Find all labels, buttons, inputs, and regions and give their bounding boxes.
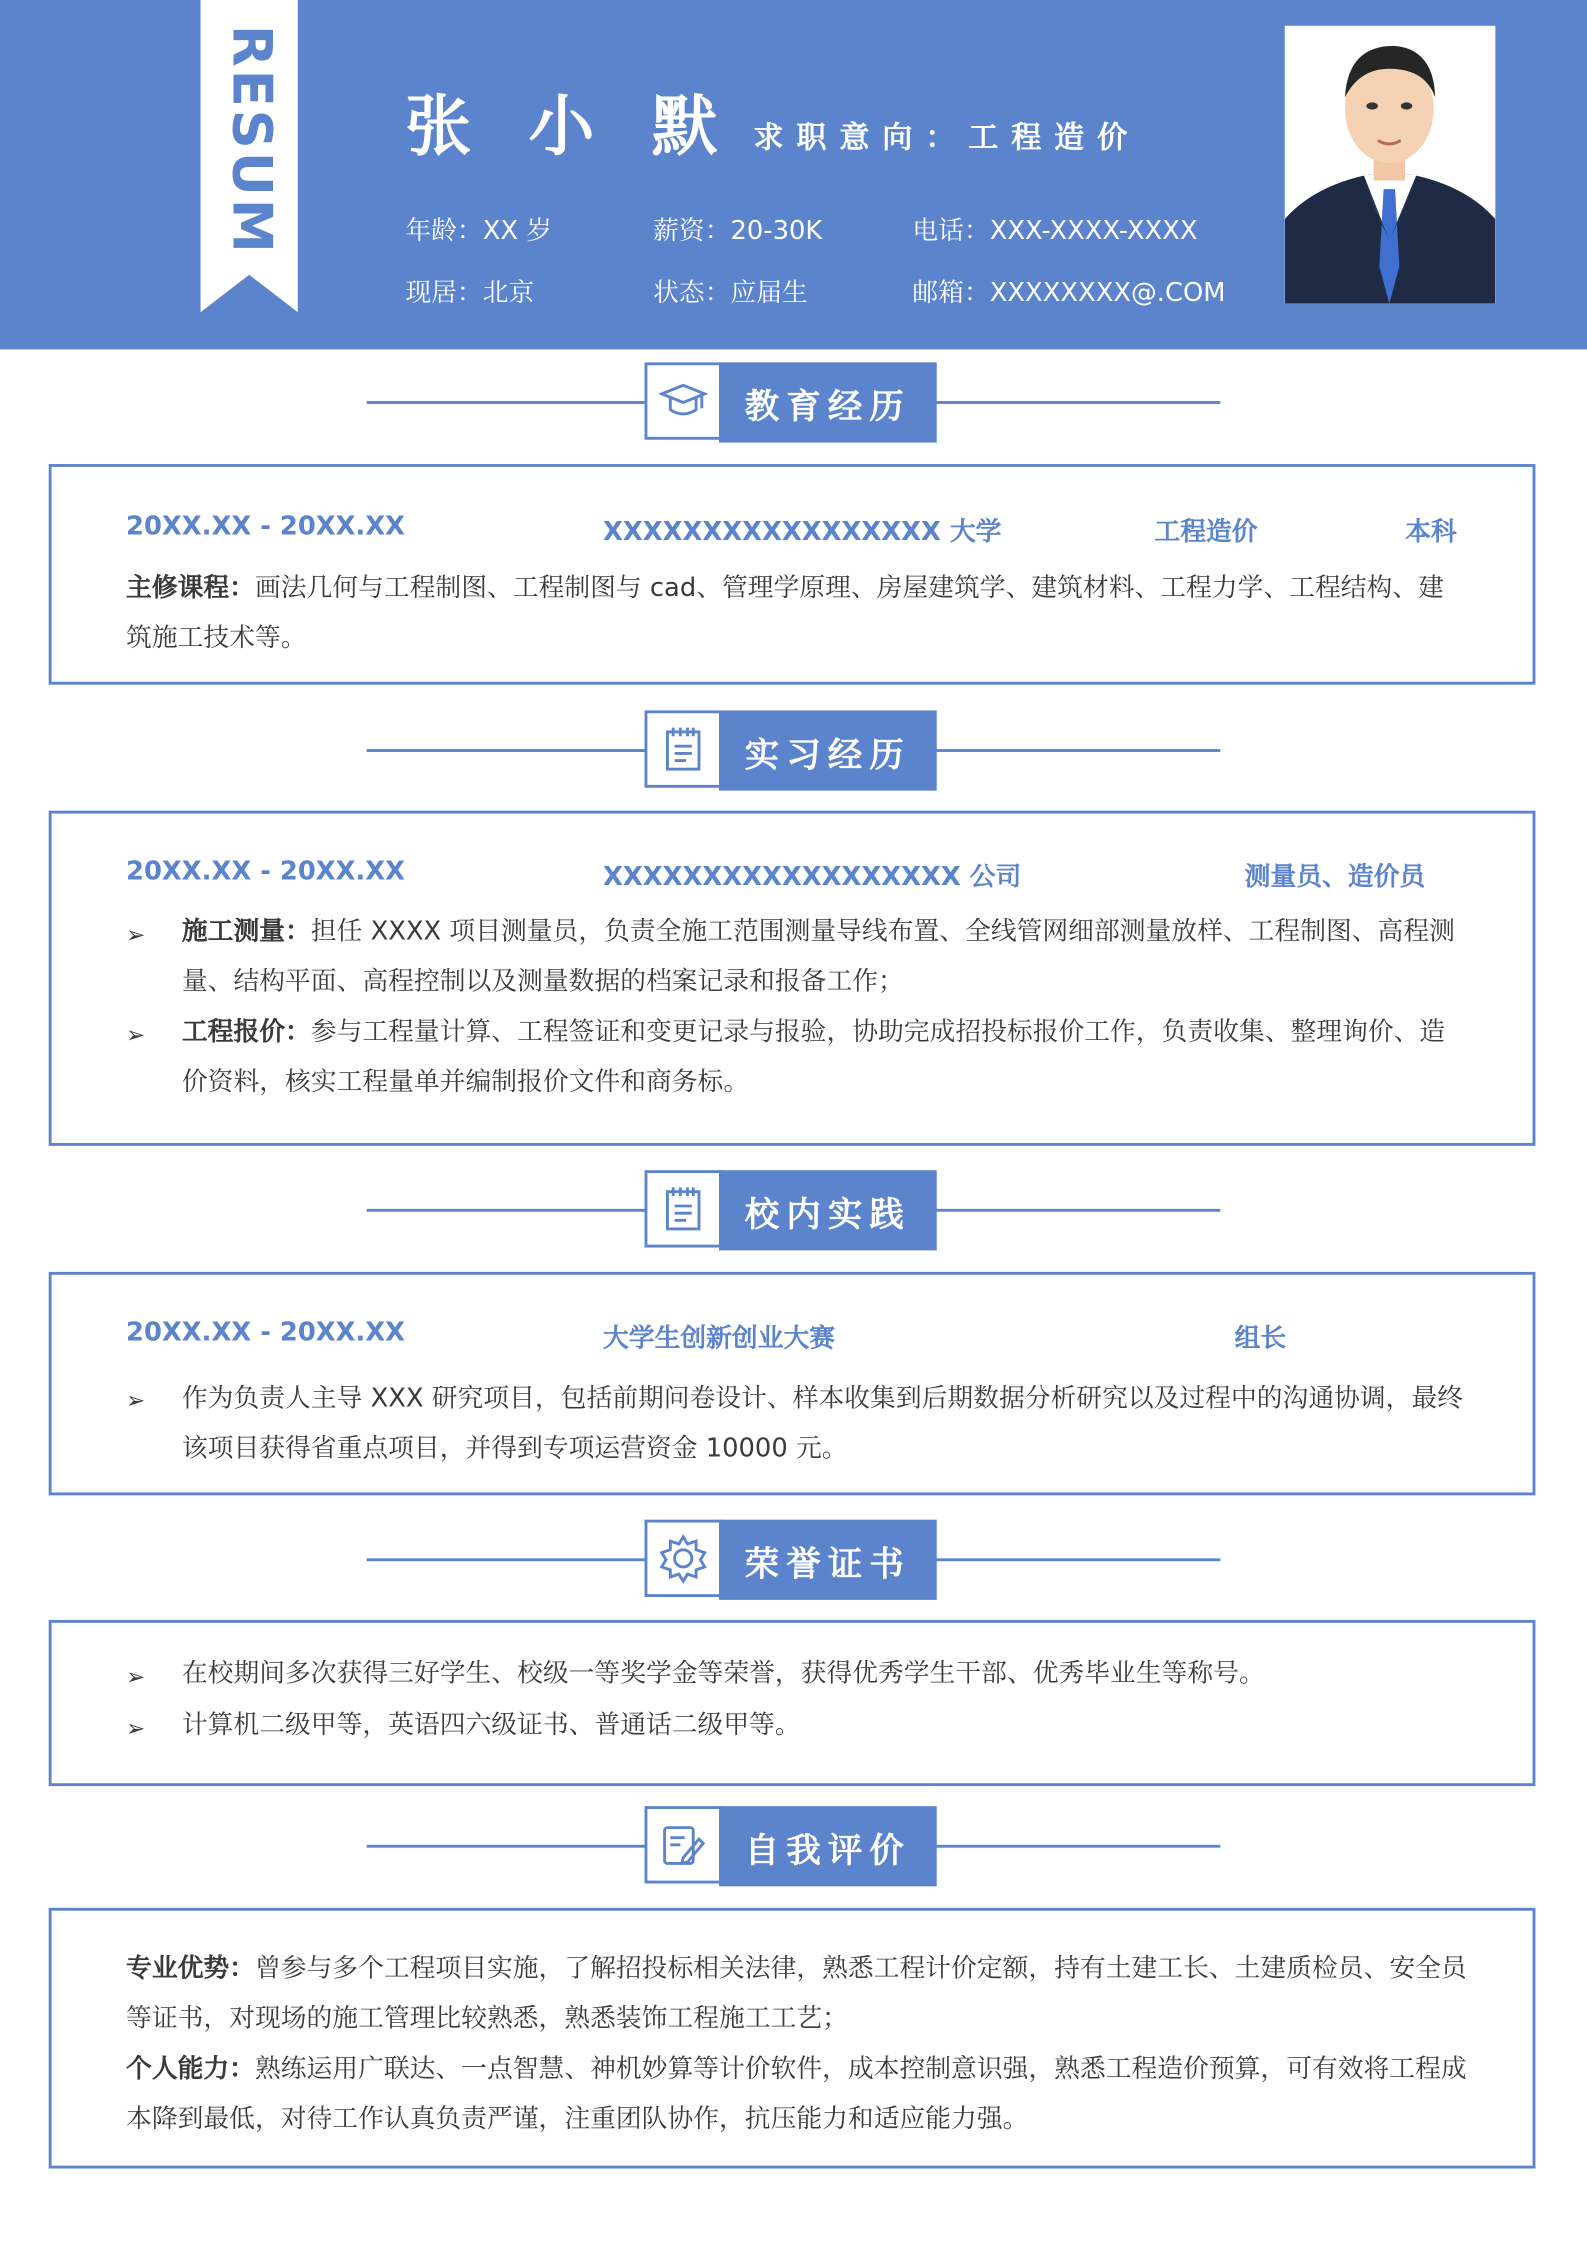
education-date: 20XX.XX - 20XX.XX <box>126 511 406 542</box>
internship-item <box>182 907 1468 1007</box>
campus-date: 20XX.XX - 20XX.XX <box>126 1317 406 1348</box>
education-major: 工程造价 <box>1154 517 1258 548</box>
age-info: 年龄：XX 岁 <box>405 216 552 247</box>
divider-line <box>367 1845 648 1848</box>
section-title: 教育经历 <box>719 362 937 442</box>
item-text: 担任 XXXX 项目测量员，负责全施工范围测量导线布置、全线管网细部测量放样、工程制图、高程测量、结构平面、高程控制以及测量数据的档案记录和报备工作； <box>181 916 1455 997</box>
campus-event: 大学生创新创业大赛 <box>603 1323 836 1354</box>
bullet-icon: ➢ <box>126 1662 146 1691</box>
divider-line <box>367 401 648 404</box>
section-title: 自我评价 <box>719 1806 937 1886</box>
divider-line <box>934 401 1220 404</box>
pro-label: 专业优势： <box>126 1953 255 1984</box>
education-degree: 本科 <box>1405 517 1457 548</box>
section-campus-head <box>0 1170 1587 1250</box>
email-info: 邮箱：XXXXXXXX@.COM <box>912 277 1226 308</box>
edit-document-icon <box>645 1806 722 1883</box>
notepad-icon <box>645 1170 722 1247</box>
internship-date: 20XX.XX - 20XX.XX <box>126 856 406 887</box>
course-label: 主修课程： <box>126 572 255 604</box>
graduation-cap-icon <box>645 362 722 439</box>
self-ability <box>126 2044 1468 2144</box>
gear-icon <box>645 1520 722 1597</box>
item-label: 施工测量： <box>181 916 311 947</box>
course-text: 画法几何与工程制图、工程制图与 cad、管理学原理、房屋建筑学、建筑材料、工程力学、工程结构、建筑施工技术等。 <box>126 572 1444 654</box>
campus-role: 组长 <box>1234 1323 1287 1354</box>
bullet-icon: ➢ <box>126 1714 146 1742</box>
internship-role: 测量员、造价员 <box>1244 862 1426 893</box>
city-info: 现居：北京 <box>405 277 535 308</box>
education-courses <box>126 563 1465 663</box>
divider-line <box>367 1209 648 1212</box>
section-title: 校内实践 <box>719 1170 937 1250</box>
avatar-photo <box>1285 26 1496 304</box>
job-intent: 求职意向：工程造价 <box>753 120 1141 155</box>
honor-item: 计算机二级甲等，英语四六级证书、普通话二级甲等。 <box>181 1710 801 1741</box>
section-title: 荣誉证书 <box>719 1520 937 1600</box>
item-label: 工程报价： <box>181 1016 311 1048</box>
bullet-icon: ➢ <box>126 1386 146 1414</box>
status-info: 状态：应届生 <box>653 277 808 308</box>
pro-text: 曾参与多个工程项目实施，了解招投标相关法律，熟悉工程计价定额，持有土建工长、土建质检员、安全员等证书，对现场的施工管理比较熟悉，熟悉装饰工程施工工艺； <box>126 1953 1467 2034</box>
divider-line <box>934 1209 1220 1212</box>
candidate-name: 张 小 默 <box>405 87 735 165</box>
salary-info: 薪资：20-30K <box>653 216 823 247</box>
divider-line <box>367 1558 648 1561</box>
section-honors-head <box>0 1520 1587 1600</box>
divider-line <box>934 749 1220 752</box>
education-school: XXXXXXXXXXXXXXXXX 大学 <box>603 517 1002 548</box>
honor-item: 在校期间多次获得三好学生、校级一等奖学金等荣誉，获得优秀学生干部、优秀毕业生等称号。 <box>181 1658 1265 1689</box>
phone-info: 电话：XXX-XXXX-XXXX <box>912 216 1198 247</box>
self-professional <box>126 1944 1468 2044</box>
section-internship-head <box>0 710 1587 790</box>
divider-line <box>934 1845 1220 1848</box>
item-text: 参与工程量计算、工程签证和变更记录与报验，协助完成招投标报价工作，负责收集、整理询价、造价资料，核实工程量单并编制报价文件和商务标。 <box>181 1016 1446 1098</box>
section-title: 实习经历 <box>719 710 937 790</box>
campus-text: 作为负责人主导 XXX 研究项目，包括前期问卷设计、样本收集到后期数据分析研究以及过程中的沟通协调，最终该项目获得省重点项目，并得到专项运营资金 10000 元。 <box>181 1383 1464 1464</box>
ribbon-label: RESUM <box>220 24 284 256</box>
internship-company: XXXXXXXXXXXXXXXXXX 公司 <box>603 862 1022 893</box>
ability-label: 个人能力： <box>126 2053 255 2085</box>
section-self-head <box>0 1806 1587 1886</box>
internship-item <box>182 1007 1468 1107</box>
divider-line <box>934 1558 1220 1561</box>
section-education-head <box>0 362 1587 442</box>
ability-text: 熟练运用广联达、一点智慧、神机妙算等计价软件，成本控制意识强，熟悉工程造价预算，可有效将工程成本降到最低，对待工作认真负责严谨，注重团队协作，抗压能力和适应能力强。 <box>126 2053 1467 2135</box>
bullet-icon: ➢ <box>126 1021 146 1049</box>
notepad-icon <box>645 710 722 787</box>
bullet-icon: ➢ <box>126 920 146 949</box>
divider-line <box>367 749 648 752</box>
